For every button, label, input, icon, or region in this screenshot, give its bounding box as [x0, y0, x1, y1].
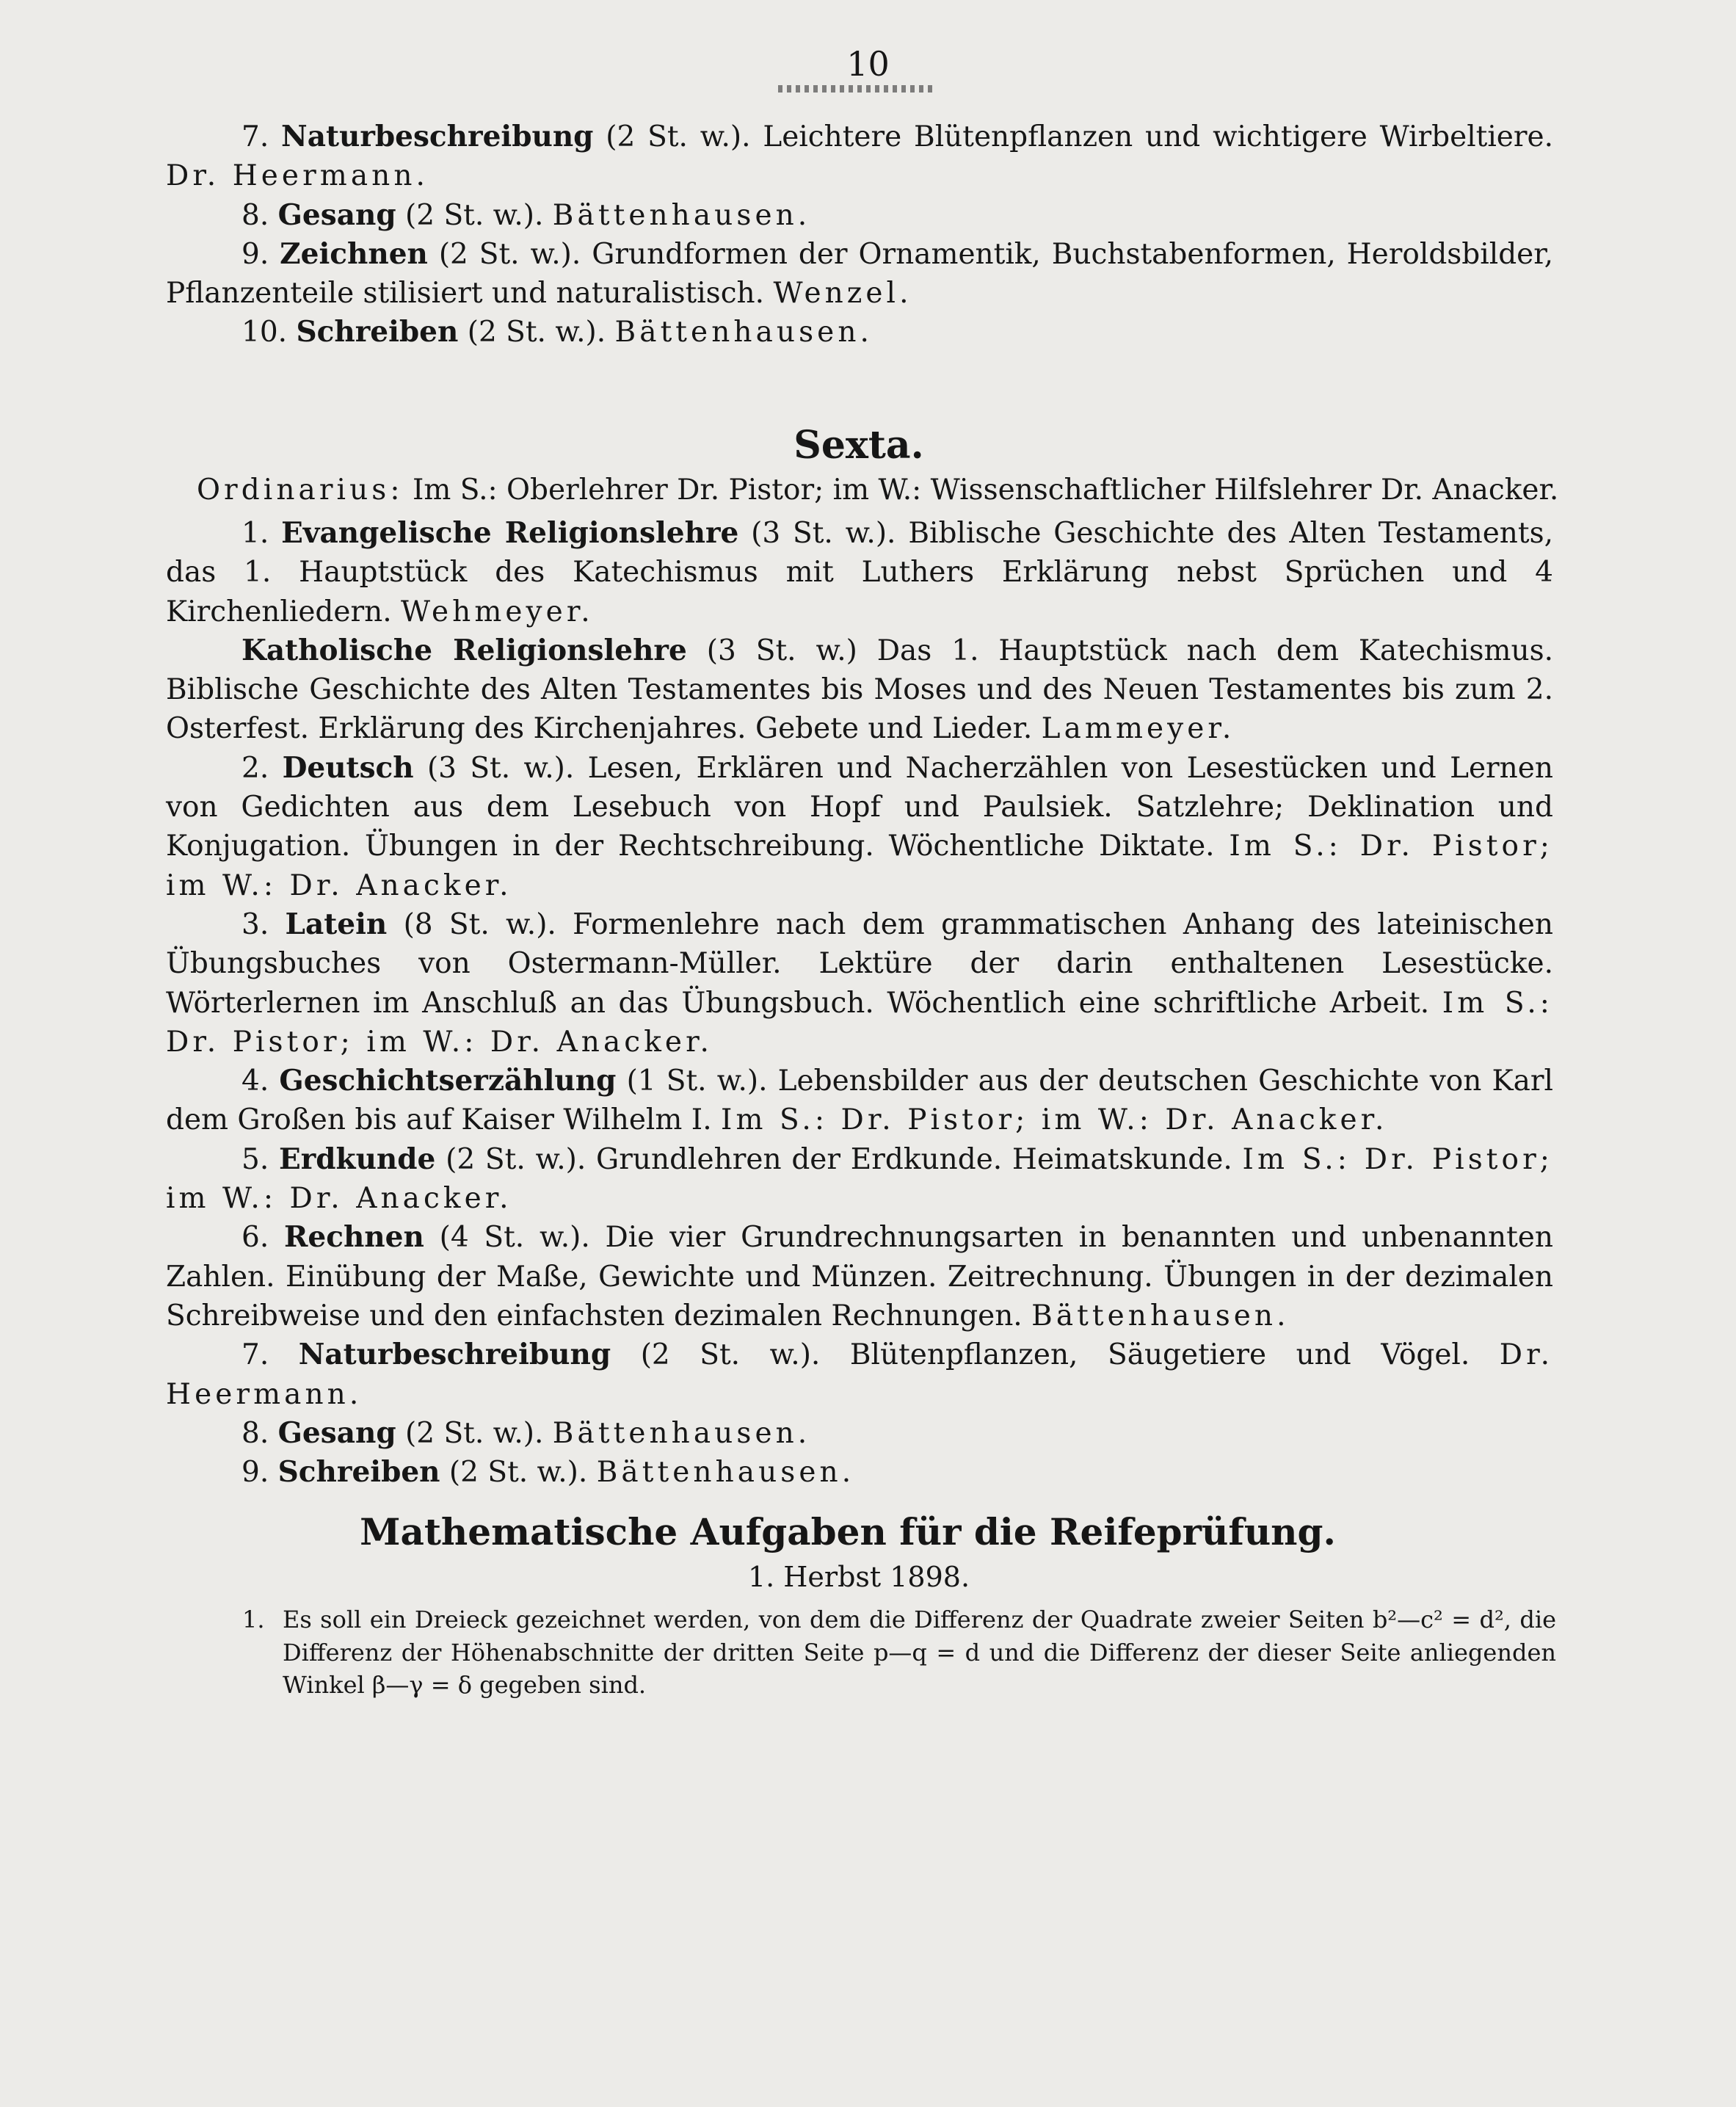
hours: (2 St. w.).: [606, 120, 751, 153]
list-item: [166, 905, 1553, 1062]
hours: (2 St. w.).: [467, 316, 606, 349]
item-number: 8.: [241, 1416, 269, 1450]
teacher: Dr. Heermann.: [166, 159, 429, 193]
hours: (2 St. w.).: [640, 1338, 821, 1372]
item-number: 2.: [241, 751, 269, 785]
item-text: Blütenpflanzen, Säugetiere und Vögel.: [849, 1338, 1470, 1372]
subject-name: Zeichnen: [280, 236, 428, 271]
item-text: Leichtere Blütenpflanzen und wichtigere Wirbeltiere.: [763, 120, 1554, 153]
hours: (2 St. w.).: [446, 1142, 586, 1176]
section-title: Sexta.: [793, 423, 924, 468]
teacher: Bättenhausen.: [552, 198, 811, 232]
subject-name: Katholische Religionslehre: [241, 633, 687, 667]
previous-class-section: [166, 117, 1553, 352]
item-text: Das 1. Hauptstück nach dem Katechismus. Biblische Geschichte des Alten Testamentes bis Moses und des Neuen Testamentes bis zum 2. Osterfest. Erklärung des Kirchenjahres. Gebete und Lieder.: [166, 634, 1553, 746]
item-number: 1.: [241, 517, 269, 550]
task-text: Es soll ein Dreieck gezeichnet werden, von dem die Differenz der Quadrate zweier Seiten b²—c² = d², die Differenz der Höhenabschnitte der dritten Seite p—q = d und die Differenz der dieser Seite anliegenden Winkel β—γ = δ gegeben sind.: [283, 1606, 1556, 1700]
subject-name: Geschichtserzählung: [279, 1064, 617, 1098]
subject-name: Gesang: [277, 197, 396, 232]
teacher: Wehmeyer.: [401, 595, 594, 628]
item-number: 9.: [241, 1456, 269, 1490]
hours: (3 St. w.).: [426, 751, 575, 785]
task-number: 1.: [242, 1606, 265, 1633]
item-number: 8.: [241, 198, 269, 232]
teacher: Im S.: Dr. Pistor; im W.: Dr. Anacker.: [166, 830, 1553, 902]
subject-name: Deutsch: [282, 750, 414, 785]
teacher: Bättenhausen.: [552, 1416, 811, 1450]
list-item: [166, 196, 1553, 235]
list-item: [166, 514, 1553, 631]
teacher: Im S.: Dr. Pistor; im W.: Dr. Anacker.: [721, 1103, 1388, 1137]
hours: (1 St. w.).: [626, 1065, 768, 1098]
ordinarius-text: Im S.: Oberlehrer Dr. Pistor; im W.: Wissenschaftlicher Hilfslehrer Dr. Anacker.: [413, 474, 1559, 507]
item-number: 10.: [241, 316, 288, 349]
hours: (2 St. w.).: [405, 198, 544, 232]
item-number: 7.: [241, 1338, 269, 1372]
subject-name: Schreiben: [277, 1455, 440, 1490]
list-item: [166, 235, 1553, 313]
subject-name: Gesang: [277, 1415, 396, 1450]
item-number: 6.: [241, 1221, 269, 1255]
item-number: 3.: [241, 907, 269, 941]
math-section-title: Mathematische Aufgaben für die Reifeprüfung.: [360, 1510, 1336, 1553]
teacher: Bättenhausen.: [614, 316, 873, 349]
list-item: [166, 1062, 1553, 1140]
item-text: Die vier Grundrechnungsarten in benannten und unbenannten Zahlen. Einübung der Maße, Gewichte und Münzen. Zeitrechnung. Übungen in der dezimalen Schreibweise und den einfachsten dezimalen Rechnungen.: [166, 1221, 1553, 1332]
list-item: [166, 631, 1553, 749]
hours: (2 St. w.).: [405, 1416, 544, 1450]
teacher: Bättenhausen.: [596, 1456, 855, 1490]
ornament-divider: [778, 85, 936, 93]
ordinarius-line: [197, 471, 1562, 510]
item-number: 5.: [241, 1142, 269, 1176]
list-item: [166, 1218, 1553, 1335]
teacher: Im S.: Dr. Pistor; im W.: Dr. Anacker.: [166, 1142, 1554, 1216]
list-item: [166, 1140, 1553, 1219]
item-text: Lebensbilder aus der deutschen Geschichte von Karl dem Großen bis auf Kaiser Wilhelm I.: [166, 1065, 1554, 1137]
hours: (2 St. w.).: [448, 1456, 588, 1490]
teacher: Im S.: Dr. Pistor; im W.: Dr. Anacker.: [166, 986, 1554, 1059]
list-item: [166, 749, 1553, 905]
item-number: 9.: [241, 237, 269, 271]
list-item: [166, 313, 1553, 352]
ordinarius-label: Ordinarius:: [197, 474, 404, 507]
item-text: Biblische Geschichte des Alten Testaments, das 1. Hauptstück des Katechismus mit Luthers Erklärung nebst Sprüchen und 4 Kirchenliedern.: [166, 517, 1554, 628]
math-subtitle: 1. Herbst 1898.: [747, 1561, 970, 1593]
hours: (8 St. w.).: [403, 907, 556, 941]
subject-name: Schreiben: [296, 315, 459, 349]
teacher: Lammeyer.: [1041, 712, 1235, 746]
subject-name: Rechnen: [283, 1220, 424, 1255]
subject-name: Naturbeschreibung: [281, 120, 594, 153]
item-number: 4.: [241, 1065, 269, 1098]
hours: (3 St. w.): [706, 634, 857, 667]
item-text: Grundformen der Ornamentik, Buchstabenformen, Heroldsbilder, Pflanzenteile stilisiert und naturalistisch.: [166, 237, 1554, 311]
subject-name: Naturbeschreibung: [298, 1338, 611, 1372]
item-text: Formenlehre nach dem grammatischen Anhang des lateinischen Übungsbuches von Ostermann-Müller. Lektüre der darin enthaltenen Lesestücke. Wörterlernen im Anschluß an das Übungsbuch. Wöchentlich eine schriftliche Arbeit.: [166, 907, 1553, 1020]
hours: (4 St. w.).: [439, 1221, 590, 1255]
list-item: [166, 1453, 1553, 1492]
item-text: Grundlehren der Erdkunde. Heimatskunde.: [596, 1142, 1232, 1176]
subject-name: Evangelische Religionslehre: [281, 516, 739, 550]
hours: (2 St. w.).: [438, 237, 581, 271]
list-item: [166, 1414, 1553, 1453]
list-item: [166, 1335, 1553, 1414]
item-text: Lesen, Erklären und Nacherzählen von Lesestücken und Lernen von Gedichten aus dem Lesebuch von Hopf und Paulsiek. Satzlehre; Deklination und Konjugation. Übungen in der Rechtschreibung. Wöchentliche Diktate.: [166, 751, 1554, 863]
list-item: [166, 117, 1553, 196]
teacher: Wenzel.: [773, 277, 912, 311]
subject-name: Erdkunde: [279, 1142, 436, 1176]
item-number: 7.: [241, 120, 269, 153]
teacher: Dr. Heermann.: [166, 1338, 1554, 1411]
page-number: 10: [846, 44, 890, 84]
teacher: Bättenhausen.: [1031, 1299, 1290, 1332]
subject-name: Latein: [285, 907, 388, 941]
sexta-curriculum: [166, 514, 1553, 1492]
math-task: [242, 1603, 1556, 1702]
hours: (3 St. w.).: [751, 517, 896, 550]
